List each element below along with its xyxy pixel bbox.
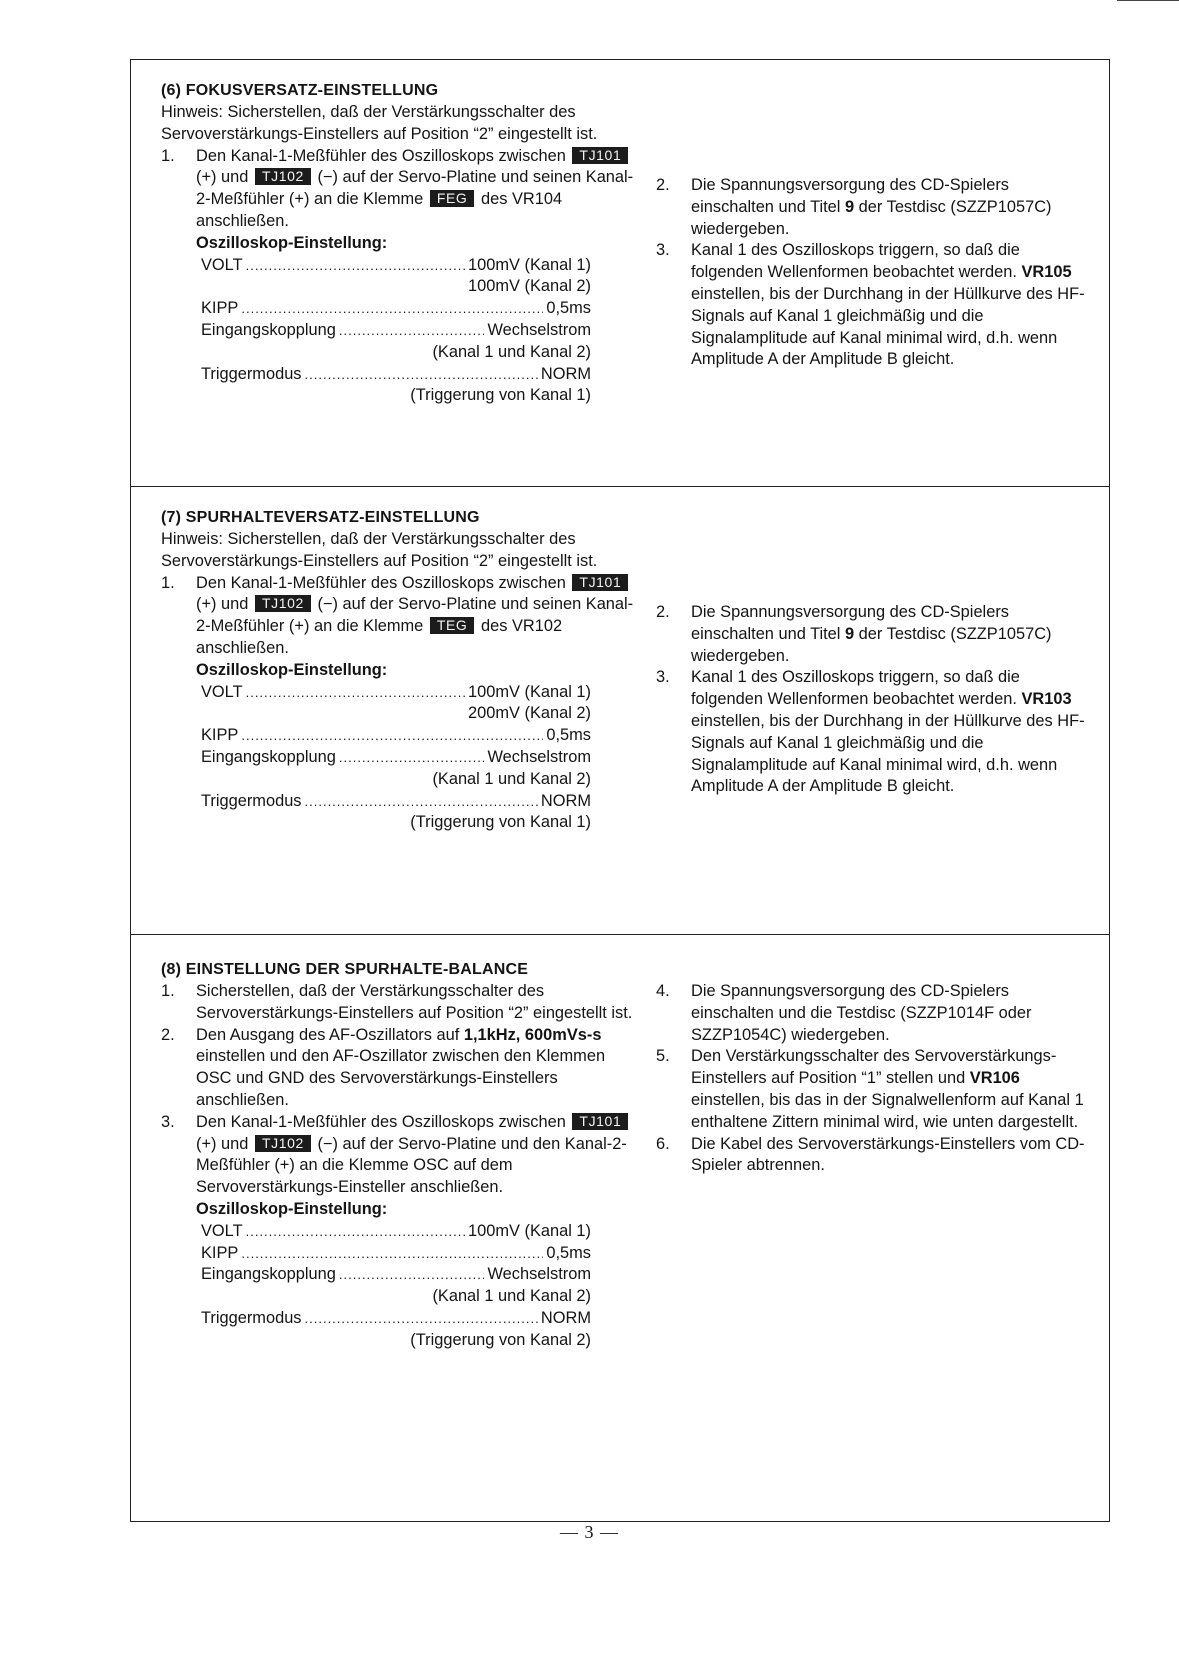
section-7-step-2 [656, 602, 1096, 667]
setting-value: 100mV (Kanal 1) [468, 255, 591, 274]
step-number: 5. [656, 1047, 670, 1066]
step-text: Den Kanal-1-Meßfühler des Oszilloskops zwischen [196, 573, 566, 592]
section-8-step-4 [656, 981, 1096, 1046]
section-7-title: (7) SPURHALTEVERSATZ-EINSTELLUNG [161, 509, 480, 526]
section-8-step-2 [161, 1025, 641, 1112]
step-number: 1. [161, 146, 175, 165]
setting-row-volt [201, 682, 591, 704]
step-number: 4. [656, 982, 670, 1000]
section-7-step-3 [656, 667, 1096, 798]
oscilloscope-settings-table [201, 682, 591, 835]
setting-value: Wechselstrom [487, 747, 591, 766]
step-text: einstellen und den AF-Oszillator zwischen den Klemmen OSC und GND des Servoverstärkungs-Einstellers anschließen. [196, 1047, 606, 1109]
setting-row-volt [201, 1221, 591, 1243]
page-frame [130, 59, 1110, 1522]
step-text: Den Kanal-1-Meßfühler des Oszilloskops zwischen [196, 1112, 566, 1131]
step-text: einstellen, bis der Durchhang in der Hüllkurve des HF-Signals auf Kanal 1 gleichmäßig und die Signalamplitude auf Kanal minimal wird, d.h. wenn Amplitude A der Amplitude B gleicht. [691, 284, 1085, 369]
setting-value: Wechselstrom [487, 320, 591, 339]
step-number: 3. [161, 1112, 175, 1131]
terminal-tag-feg: FEG [430, 190, 475, 207]
setting-row-eingangskopplung [201, 747, 591, 769]
setting-continuation: (Triggerung von Kanal 2) [410, 1330, 591, 1349]
terminal-tag-tj102: TJ102 [255, 1135, 311, 1152]
section-7-step-1 [161, 573, 641, 682]
page-number: — 3 — [560, 1522, 619, 1542]
terminal-tag-tj102: TJ102 [255, 595, 311, 612]
section-8-right-column [656, 981, 1096, 1177]
step-bold-text: 9 [845, 624, 855, 643]
setting-value: 0,5ms [546, 299, 591, 318]
oscilloscope-settings-table [201, 255, 591, 408]
step-number: 3. [656, 668, 670, 687]
setting-label: Triggermodus [201, 1308, 302, 1327]
step-bold-text: 1,1kHz, 600mVs-s [463, 1025, 602, 1044]
setting-continuation: (Kanal 1 und Kanal 2) [432, 342, 591, 361]
section-6-step-2 [656, 175, 1096, 240]
setting-value: 0,5ms [546, 1243, 591, 1262]
step-text: des VR102 anschließen. [196, 617, 563, 657]
section-spurhalte-balance [131, 935, 1109, 1520]
setting-label: Eingangskopplung [201, 1265, 336, 1284]
section-8-title: (8) EINSTELLUNG DER SPURHALTE-BALANCE [161, 961, 529, 978]
step-text: Kanal 1 des Oszilloskops triggern, so daß die folgenden Wellenformen beobachtet werden. [691, 241, 1022, 282]
terminal-tag-tj101: TJ101 [572, 574, 628, 591]
section-6-note: Hinweis: Sicherstellen, daß der Verstärkungsschalter des Servoverstärkungs-Einstellers auf Position “2” eingestellt ist. [161, 103, 598, 143]
section-6-title: (6) FOKUSVERSATZ-EINSTELLUNG [161, 82, 439, 99]
setting-row-kipp [201, 725, 591, 747]
step-text: Den Kanal-1-Meßfühler des Oszilloskops zwischen [196, 146, 566, 165]
step-text: (+) und [196, 168, 249, 187]
setting-row-triggermodus [201, 1308, 591, 1330]
oscilloscope-settings-heading: Oszilloskop-Einstellung: [196, 660, 388, 679]
setting-continuation: 200mV (Kanal 2) [468, 704, 591, 723]
step-text: (+) und [196, 1134, 249, 1153]
setting-row-triggermodus [201, 791, 591, 813]
step-text: der Testdisc (SZZP1057C) wiedergeben. [691, 624, 1052, 665]
step-text: Die Kabel des Servoverstärkungs-Einstellers vom CD-Spieler abtrennen. [691, 1134, 1085, 1175]
setting-row-eingangskopplung [201, 1264, 591, 1286]
step-number: 2. [656, 176, 670, 194]
top-edge-line [1117, 0, 1179, 1]
setting-label: VOLT [201, 255, 243, 274]
step-number: 2. [656, 603, 670, 621]
setting-value: NORM [540, 1308, 591, 1327]
setting-value: NORM [540, 791, 591, 810]
step-text: der Testdisc (SZZP1057C) wiedergeben. [691, 197, 1052, 238]
oscilloscope-settings-heading: Oszilloskop-Einstellung: [196, 233, 388, 252]
step-number: 1. [161, 982, 175, 1000]
step-bold-text: VR106 [969, 1069, 1020, 1088]
section-6-step-1 [161, 146, 641, 255]
setting-label: Triggermodus [201, 364, 302, 383]
step-text: Den Verstärkungsschalter des Servoverstärkungs-Einstellers auf Position “1” stellen und [691, 1047, 1057, 1088]
step-text: Kanal 1 des Oszilloskops triggern, so daß die folgenden Wellenformen beobachtet werden. [691, 668, 1022, 709]
setting-value: Wechselstrom [487, 1265, 591, 1284]
setting-value: 100mV (Kanal 1) [468, 1221, 591, 1240]
setting-label: KIPP [201, 1243, 239, 1262]
section-fokusversatz [131, 60, 1109, 487]
section-8-step-1 [161, 981, 641, 1025]
step-text: Die Spannungsversorgung des CD-Spielers einschalten und Titel [691, 603, 1009, 643]
setting-label: Eingangskopplung [201, 320, 336, 339]
step-text: Die Spannungsversorgung des CD-Spielers einschalten und Titel [691, 176, 1009, 216]
step-bold-text: VR105 [1021, 263, 1072, 282]
setting-value: 100mV (Kanal 1) [468, 682, 591, 701]
step-number: 3. [656, 241, 670, 260]
setting-continuation: (Kanal 1 und Kanal 2) [432, 769, 591, 788]
setting-continuation: (Triggerung von Kanal 1) [410, 813, 591, 832]
step-text: des VR104 anschließen. [196, 190, 563, 230]
terminal-tag-tj101: TJ101 [572, 1113, 628, 1130]
setting-row-kipp [201, 1243, 591, 1265]
step-text: (+) und [196, 595, 249, 614]
terminal-tag-teg: TEG [430, 617, 475, 634]
step-text: (−) auf der Servo-Platine und seinen Kanal-2-Meßfühler (+) an die Klemme [196, 168, 634, 209]
setting-label: Eingangskopplung [201, 747, 336, 766]
section-6-left-column [161, 80, 641, 407]
step-number: 6. [656, 1134, 670, 1153]
step-bold-text: VR103 [1021, 690, 1072, 709]
setting-row-triggermodus [201, 364, 591, 386]
setting-continuation: 100mV (Kanal 2) [468, 277, 591, 296]
setting-row-kipp [201, 298, 591, 320]
step-number: 2. [161, 1025, 175, 1044]
setting-label: KIPP [201, 299, 239, 318]
section-7-left-column [161, 507, 641, 834]
section-7-note: Hinweis: Sicherstellen, daß der Verstärkungsschalter des Servoverstärkungs-Einstellers auf Position “2” eingestellt ist. [161, 530, 598, 570]
setting-label: VOLT [201, 1221, 243, 1240]
section-6-step-3 [656, 240, 1096, 371]
step-text: Die Spannungsversorgung des CD-Spielers einschalten und die Testdisc (SZZP1014F oder SZZP1054C) wiedergeben. [691, 982, 1032, 1044]
oscilloscope-settings-heading: Oszilloskop-Einstellung: [196, 1199, 388, 1218]
step-number: 1. [161, 573, 175, 592]
section-spurhalteversatz [131, 487, 1109, 935]
section-6-right-column [656, 175, 1096, 371]
setting-continuation: (Kanal 1 und Kanal 2) [432, 1287, 591, 1306]
setting-label: VOLT [201, 682, 243, 701]
section-8-step-3 [161, 1112, 641, 1221]
section-8-step-6 [656, 1134, 1096, 1178]
step-text: Sicherstellen, daß der Verstärkungsschalter des Servoverstärkungs-Einstellers auf Position “2” eingestellt ist. [196, 982, 633, 1022]
section-8-step-5 [656, 1046, 1096, 1133]
setting-label: Triggermodus [201, 791, 302, 810]
step-text: (−) auf der Servo-Platine und den Kanal-2-Meßfühler (+) an die Klemme OSC auf dem Servoverstärkungs-Einsteller anschließen. [196, 1134, 627, 1197]
oscilloscope-settings-table [201, 1221, 591, 1352]
setting-value: 0,5ms [546, 726, 591, 745]
step-bold-text: 9 [845, 197, 855, 216]
section-7-right-column [656, 602, 1096, 798]
setting-continuation: (Triggerung von Kanal 1) [410, 386, 591, 405]
setting-row-eingangskopplung [201, 320, 591, 342]
step-text: einstellen, bis das in der Signalwellenform auf Kanal 1 enthaltene Zittern minimal wird, wie unten dargestellt. [691, 1090, 1084, 1131]
step-text: einstellen, bis der Durchhang in der Hüllkurve des HF-Signals auf Kanal 1 gleichmäßig und die Signalamplitude auf Kanal minimal wird, d.h. wenn Amplitude A der Amplitude B gleicht. [691, 711, 1085, 796]
section-8-left-column [161, 959, 641, 1352]
terminal-tag-tj101: TJ101 [572, 147, 628, 164]
step-text: Den Ausgang des AF-Oszillators auf [196, 1025, 464, 1044]
setting-value: NORM [540, 364, 591, 383]
setting-row-volt [201, 255, 591, 277]
setting-label: KIPP [201, 726, 239, 745]
step-text: (−) auf der Servo-Platine und seinen Kanal-2-Meßfühler (+) an die Klemme [196, 595, 634, 636]
terminal-tag-tj102: TJ102 [255, 168, 311, 185]
